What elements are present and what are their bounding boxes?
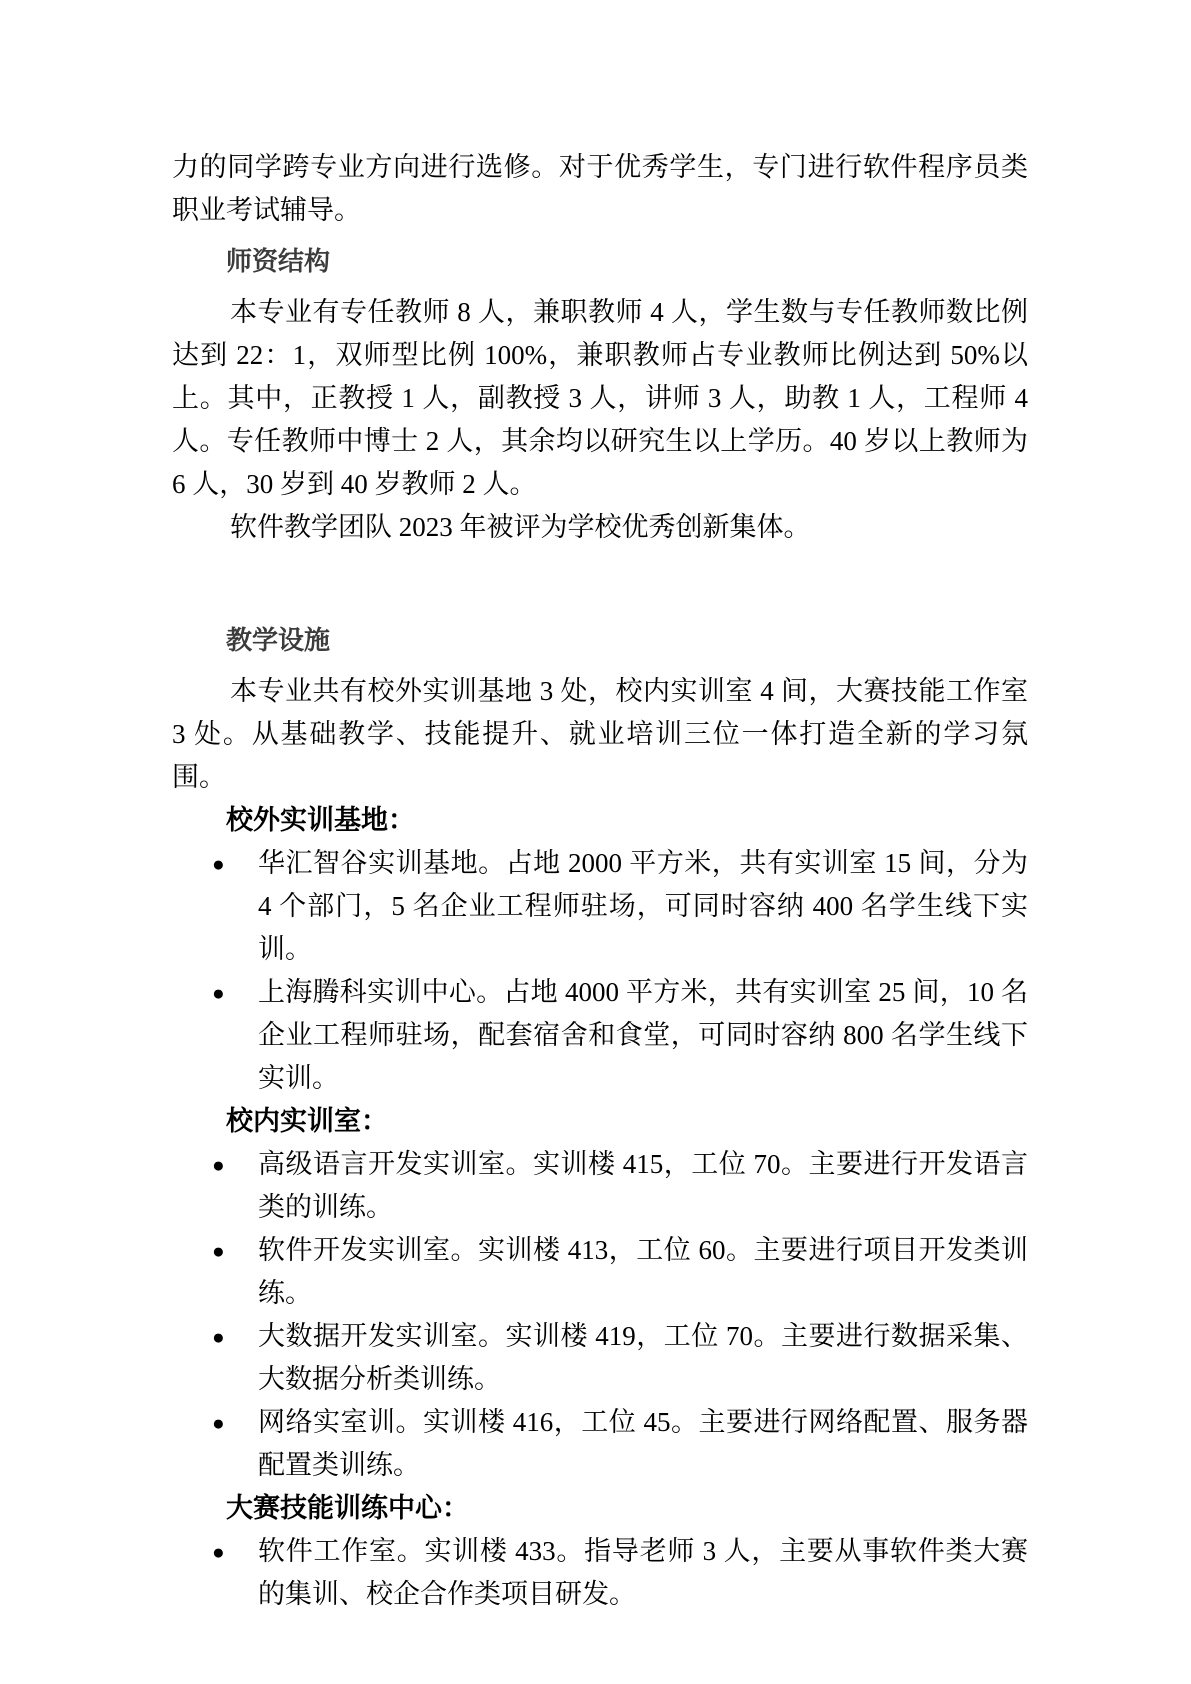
paragraph-faculty-overview: 本专业有专任教师 8 人，兼职教师 4 人，学生数与专任教师数比例达到 22：1，双师型比例 100%，兼职教师占专业教师比例达到 50%以上。其中，正教授 1 人，副教授 3 人，讲师 3 人，助教 1 人，工程师 4 人。专任教师中博士 2 人，其余均以研究生以上学历。40 岁以上教师为 6 人，30 岁到 40 岁教师 2 人。	[172, 297, 1028, 499]
bullet-icon: ●	[212, 852, 225, 876]
list-item	[172, 971, 1028, 1100]
bullet-icon: ●	[212, 1325, 225, 1349]
bullet-icon: ●	[212, 1540, 225, 1564]
list-item	[172, 1401, 1028, 1487]
bullet-list-on-campus-rooms	[172, 1143, 1028, 1487]
list-item	[172, 842, 1028, 971]
bullet-icon: ●	[212, 1153, 225, 1177]
paragraph-continuation: 力的同学跨专业方向进行选修。对于优秀学生，专门进行软件程序员类职业考试辅导。	[172, 152, 1028, 225]
heading-teaching-facilities: 教学设施	[226, 625, 331, 655]
list-item-text: 华汇智谷实训基地。占地 2000 平方米，共有实训室 15 间，分为 4 个部门，5 名企业工程师驻场，可同时容纳 400 名学生线下实训。	[258, 848, 1028, 964]
bullet-icon: ●	[212, 1411, 225, 1435]
paragraph-teaching-team-award: 软件教学团队 2023 年被评为学校优秀创新集体。	[230, 512, 811, 542]
list-item-text: 高级语言开发实训室。实训楼 415，工位 70。主要进行开发语言类的训练。	[258, 1149, 1028, 1222]
subheading-competition-training-center: 大赛技能训练中心：	[226, 1493, 469, 1523]
empty-line-spacer	[172, 549, 1028, 611]
list-item	[172, 1530, 1028, 1616]
document-content-area	[172, 146, 1028, 1616]
subheading-off-campus-bases: 校外实训基地：	[226, 805, 415, 835]
list-item-text: 上海腾科实训中心。占地 4000 平方米，共有实训室 25 间，10 名企业工程师驻场，配套宿舍和食堂，可同时容纳 800 名学生线下实训。	[258, 977, 1028, 1093]
list-item-text: 软件工作室。实训楼 433。指导老师 3 人，主要从事软件类大赛的集训、校企合作类项目研发。	[258, 1536, 1028, 1609]
heading-faculty-structure: 师资结构	[226, 246, 331, 276]
bullet-list-competition-center	[172, 1530, 1028, 1616]
bullet-list-off-campus-bases	[172, 842, 1028, 1100]
subheading-on-campus-rooms: 校内实训室：	[226, 1106, 388, 1136]
list-item	[172, 1229, 1028, 1315]
list-item-text: 大数据开发实训室。实训楼 419，工位 70。主要进行数据采集、大数据分析类训练。	[258, 1321, 1028, 1394]
bullet-icon: ●	[212, 1239, 225, 1263]
list-item	[172, 1143, 1028, 1229]
paragraph-facilities-overview: 本专业共有校外实训基地 3 处，校内实训室 4 间，大赛技能工作室 3 处。从基础教学、技能提升、就业培训三位一体打造全新的学习氛围。	[172, 676, 1028, 792]
list-item-text: 网络实室训。实训楼 416，工位 45。主要进行网络配置、服务器配置类训练。	[258, 1407, 1028, 1480]
list-item	[172, 1315, 1028, 1401]
bullet-icon: ●	[212, 981, 225, 1005]
list-item-text: 软件开发实训室。实训楼 413，工位 60。主要进行项目开发类训练。	[258, 1235, 1028, 1308]
